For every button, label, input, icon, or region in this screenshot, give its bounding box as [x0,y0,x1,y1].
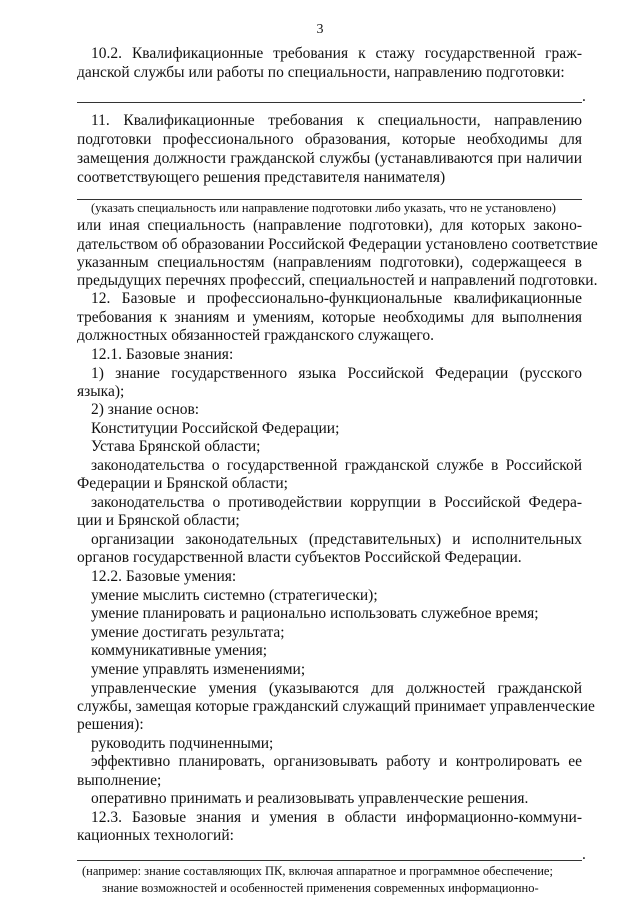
ikt-footnote-line: знание возможностей и особенностей применения современных информационно- [102,881,539,895]
text-line: управленческие умения (указываются для должностей гражданской [91,680,582,697]
text-line: 2) знание основ: [91,401,200,418]
fill-in-line [77,860,582,861]
text-line: данской службы или работы по специальности, направлению подготовки: [77,64,565,81]
text-line: 1) знание государственного языка Российской Федерации (русского [91,365,582,382]
text-line: Федерации и Брянской области; [77,475,288,492]
text-line: эффективно планировать, организовывать работу и контролировать ее [91,753,582,770]
fill-end-dot: . [582,846,586,863]
fill-in-line [77,199,582,200]
text-line: 10.2. Квалификационные требования к стажу государственной граж- [91,45,582,62]
text-line: органов государственной власти субъектов Российской Федерации. [77,549,522,566]
text-line: или иная специальность (направление подготовки), для которых законо- [77,217,582,234]
text-line: предыдущих перечнях профессий, специальностей и направлений подготовки. [77,272,598,289]
specialty-footnote: (указать специальность или направление подготовки либо указать, что не установлено) [91,201,556,215]
text-line: должностных обязанностей гражданского служащего. [77,327,434,344]
text-line: службы, замещая которые гражданский служащий принимает управленческие [77,698,595,715]
heading-12-1: 12.1. Базовые знания: [91,346,234,363]
text-line: организации законодательных (представительных) и исполнительных [91,531,582,548]
text-line: выполнение; [77,772,162,789]
text-line: дательством об образовании Российской Федерации установлено соответствие [77,236,598,253]
fill-end-dot: . [582,88,586,105]
text-line: замещения должности гражданской службы (устанавливаются при наличии [77,150,582,167]
text-line: соответствующего решения представителя нанимателя) [77,169,446,186]
text-line: 12.3. Базовые знания и умения в области информационно-коммуни- [91,809,582,826]
list-item: руководить подчиненными; [91,735,274,752]
page-number: 3 [316,22,324,37]
ikt-footnote-line: (например: знание составляющих ПК, включая аппаратное и программное обеспечение; [82,864,553,878]
list-item: Конституции Российской Федерации; [91,420,340,437]
text-line: решения): [77,716,144,733]
fill-in-line [77,102,582,103]
heading-12-2: 12.2. Базовые умения: [91,568,237,585]
text-line: требования к знаниям и умениям, которые необходимы для выполнения [77,309,582,326]
list-item: умение управлять изменениями; [91,661,306,678]
text-line: законодательства о противодействии коррупции в Российской Федера- [91,494,582,511]
list-item: умение мыслить системно (стратегически); [91,587,378,604]
list-item: оперативно принимать и реализовывать управленческие решения. [91,790,529,807]
text-line: подготовки профессионального образования, которые необходимы для [77,131,582,148]
list-item: Устава Брянской области; [91,438,261,455]
text-line: языка); [77,383,125,400]
text-line: законодательства о государственной гражданской службе в Российской [91,457,582,474]
list-item: умение достигать результата; [91,624,285,641]
text-line: указанным специальностям (направлениям подготовки), содержащееся в [77,254,582,271]
text-line: 11. Квалификационные требования к специальности, направлению [91,112,582,129]
text-line: ции и Брянской области; [77,512,240,529]
text-line: кационных технологий: [77,827,234,844]
text-line: 12. Базовые и профессионально-функциональные квалификационные [91,290,582,307]
list-item: коммуникативные умения; [91,642,268,659]
list-item: умение планировать и рационально использовать служебное время; [91,605,539,622]
